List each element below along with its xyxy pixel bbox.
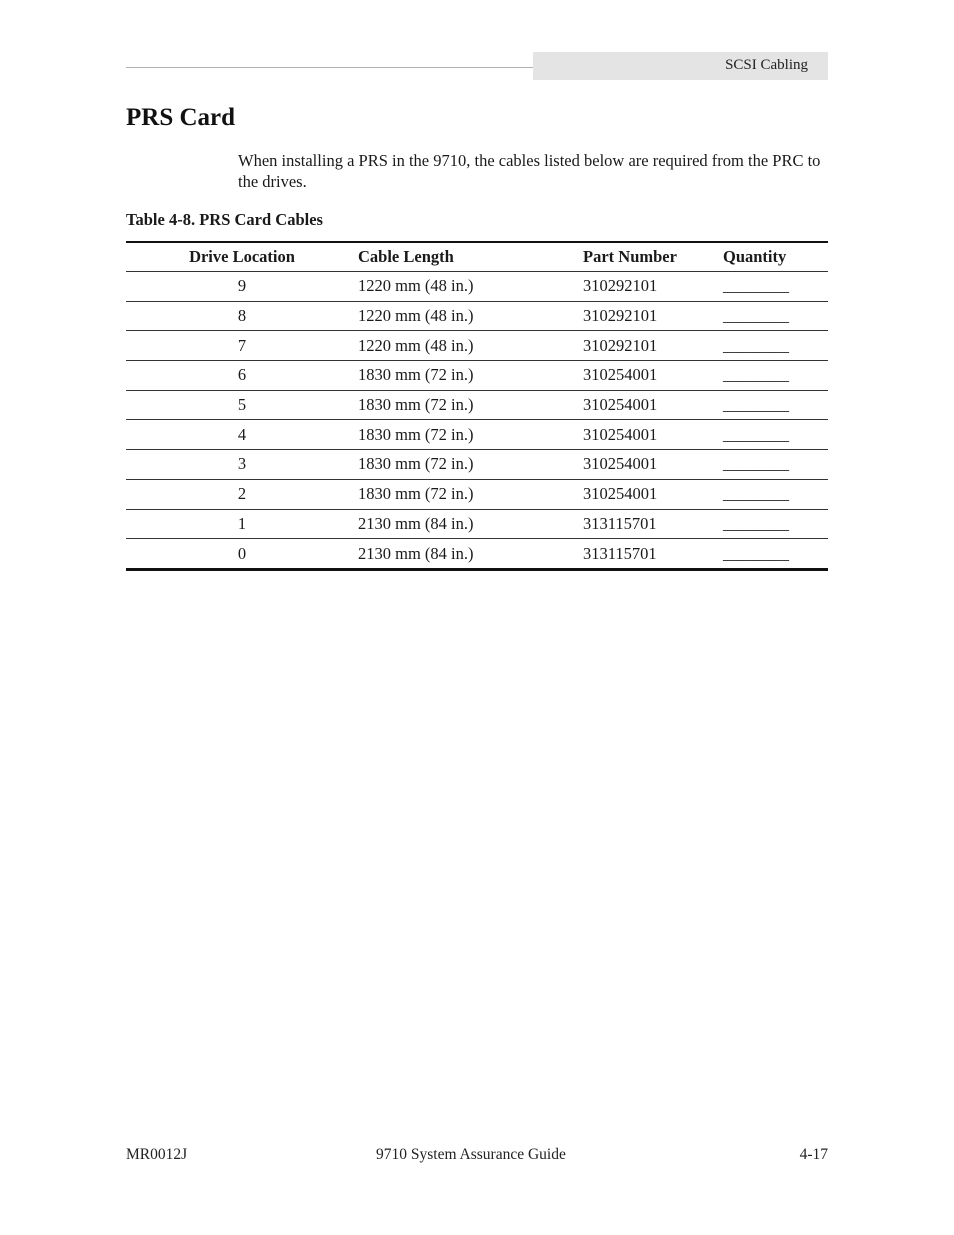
cell-drive-location: 4	[126, 420, 358, 450]
cell-cable-length: 1830 mm (72 in.)	[358, 390, 583, 420]
table-body	[126, 272, 828, 570]
cell-part-number: 310254001	[583, 450, 723, 480]
cell-cable-length: 1220 mm (48 in.)	[358, 301, 583, 331]
cell-drive-location: 2	[126, 479, 358, 509]
cell-quantity: ________	[723, 301, 828, 331]
table-row	[126, 479, 828, 509]
intro-paragraph: When installing a PRS in the 9710, the cables listed below are required from the PRC to the drives.	[238, 151, 821, 191]
cell-part-number: 310292101	[583, 301, 723, 331]
cell-quantity: ________	[723, 450, 828, 480]
cell-part-number: 310254001	[583, 420, 723, 450]
table-header-row	[126, 242, 828, 272]
cell-cable-length: 1830 mm (72 in.)	[358, 420, 583, 450]
cell-cable-length: 1830 mm (72 in.)	[358, 450, 583, 480]
cell-drive-location: 3	[126, 450, 358, 480]
cell-quantity: ________	[723, 361, 828, 391]
cell-cable-length: 1830 mm (72 in.)	[358, 479, 583, 509]
header-rule	[126, 67, 534, 68]
cell-drive-location: 6	[126, 361, 358, 391]
column-header-drive-location: Drive Location	[126, 242, 358, 272]
header-section-tab	[533, 52, 828, 80]
header-section-label: SCSI Cabling	[725, 57, 808, 73]
cell-part-number: 310254001	[583, 479, 723, 509]
cell-quantity: ________	[723, 509, 828, 539]
table-row	[126, 272, 828, 302]
cell-part-number: 310292101	[583, 331, 723, 361]
cell-cable-length: 1220 mm (48 in.)	[358, 331, 583, 361]
cell-quantity: ________	[723, 331, 828, 361]
table-row	[126, 509, 828, 539]
cell-quantity: ________	[723, 479, 828, 509]
prs-card-cables-table	[126, 241, 828, 571]
footer-doc-id: MR0012J	[126, 1146, 188, 1163]
cell-quantity: ________	[723, 276, 789, 296]
cell-drive-location: 5	[126, 390, 358, 420]
table-row	[126, 331, 828, 361]
cell-drive-location: 8	[126, 301, 358, 331]
table-row	[126, 361, 828, 391]
table-row	[126, 420, 828, 450]
table-row	[126, 301, 828, 331]
footer-doc-title: 9710 System Assurance Guide	[376, 1146, 566, 1163]
cell-drive-location: 7	[126, 331, 358, 361]
cell-cable-length: 1830 mm (72 in.)	[358, 361, 583, 391]
column-header-cable-length: Cable Length	[358, 242, 583, 272]
table-row	[126, 450, 828, 480]
cell-part-number: 310254001	[583, 390, 723, 420]
cell-cable-length: 2130 mm (84 in.)	[358, 509, 583, 539]
footer-page-number: 4-17	[799, 1146, 828, 1163]
cell-part-number: 313115701	[583, 539, 723, 570]
cell-quantity: ________	[723, 539, 828, 570]
table-row	[126, 539, 828, 570]
cell-drive-location: 9	[237, 276, 247, 296]
cell-drive-location: 1	[126, 509, 358, 539]
cell-quantity: ________	[723, 390, 828, 420]
cell-cable-length: 1220 mm (48 in.)	[358, 276, 474, 296]
section-title: PRS Card	[126, 104, 236, 131]
column-header-quantity: Quantity	[723, 242, 828, 272]
cell-part-number: 310254001	[583, 361, 723, 391]
cell-quantity: ________	[723, 420, 828, 450]
cell-part-number: 310292101	[583, 276, 658, 296]
column-header-part-number: Part Number	[583, 242, 723, 272]
table-row	[126, 390, 828, 420]
cell-cable-length: 2130 mm (84 in.)	[358, 539, 583, 570]
cell-part-number: 313115701	[583, 509, 723, 539]
cell-drive-location: 0	[126, 539, 358, 570]
table-caption: Table 4-8. PRS Card Cables	[126, 210, 323, 229]
